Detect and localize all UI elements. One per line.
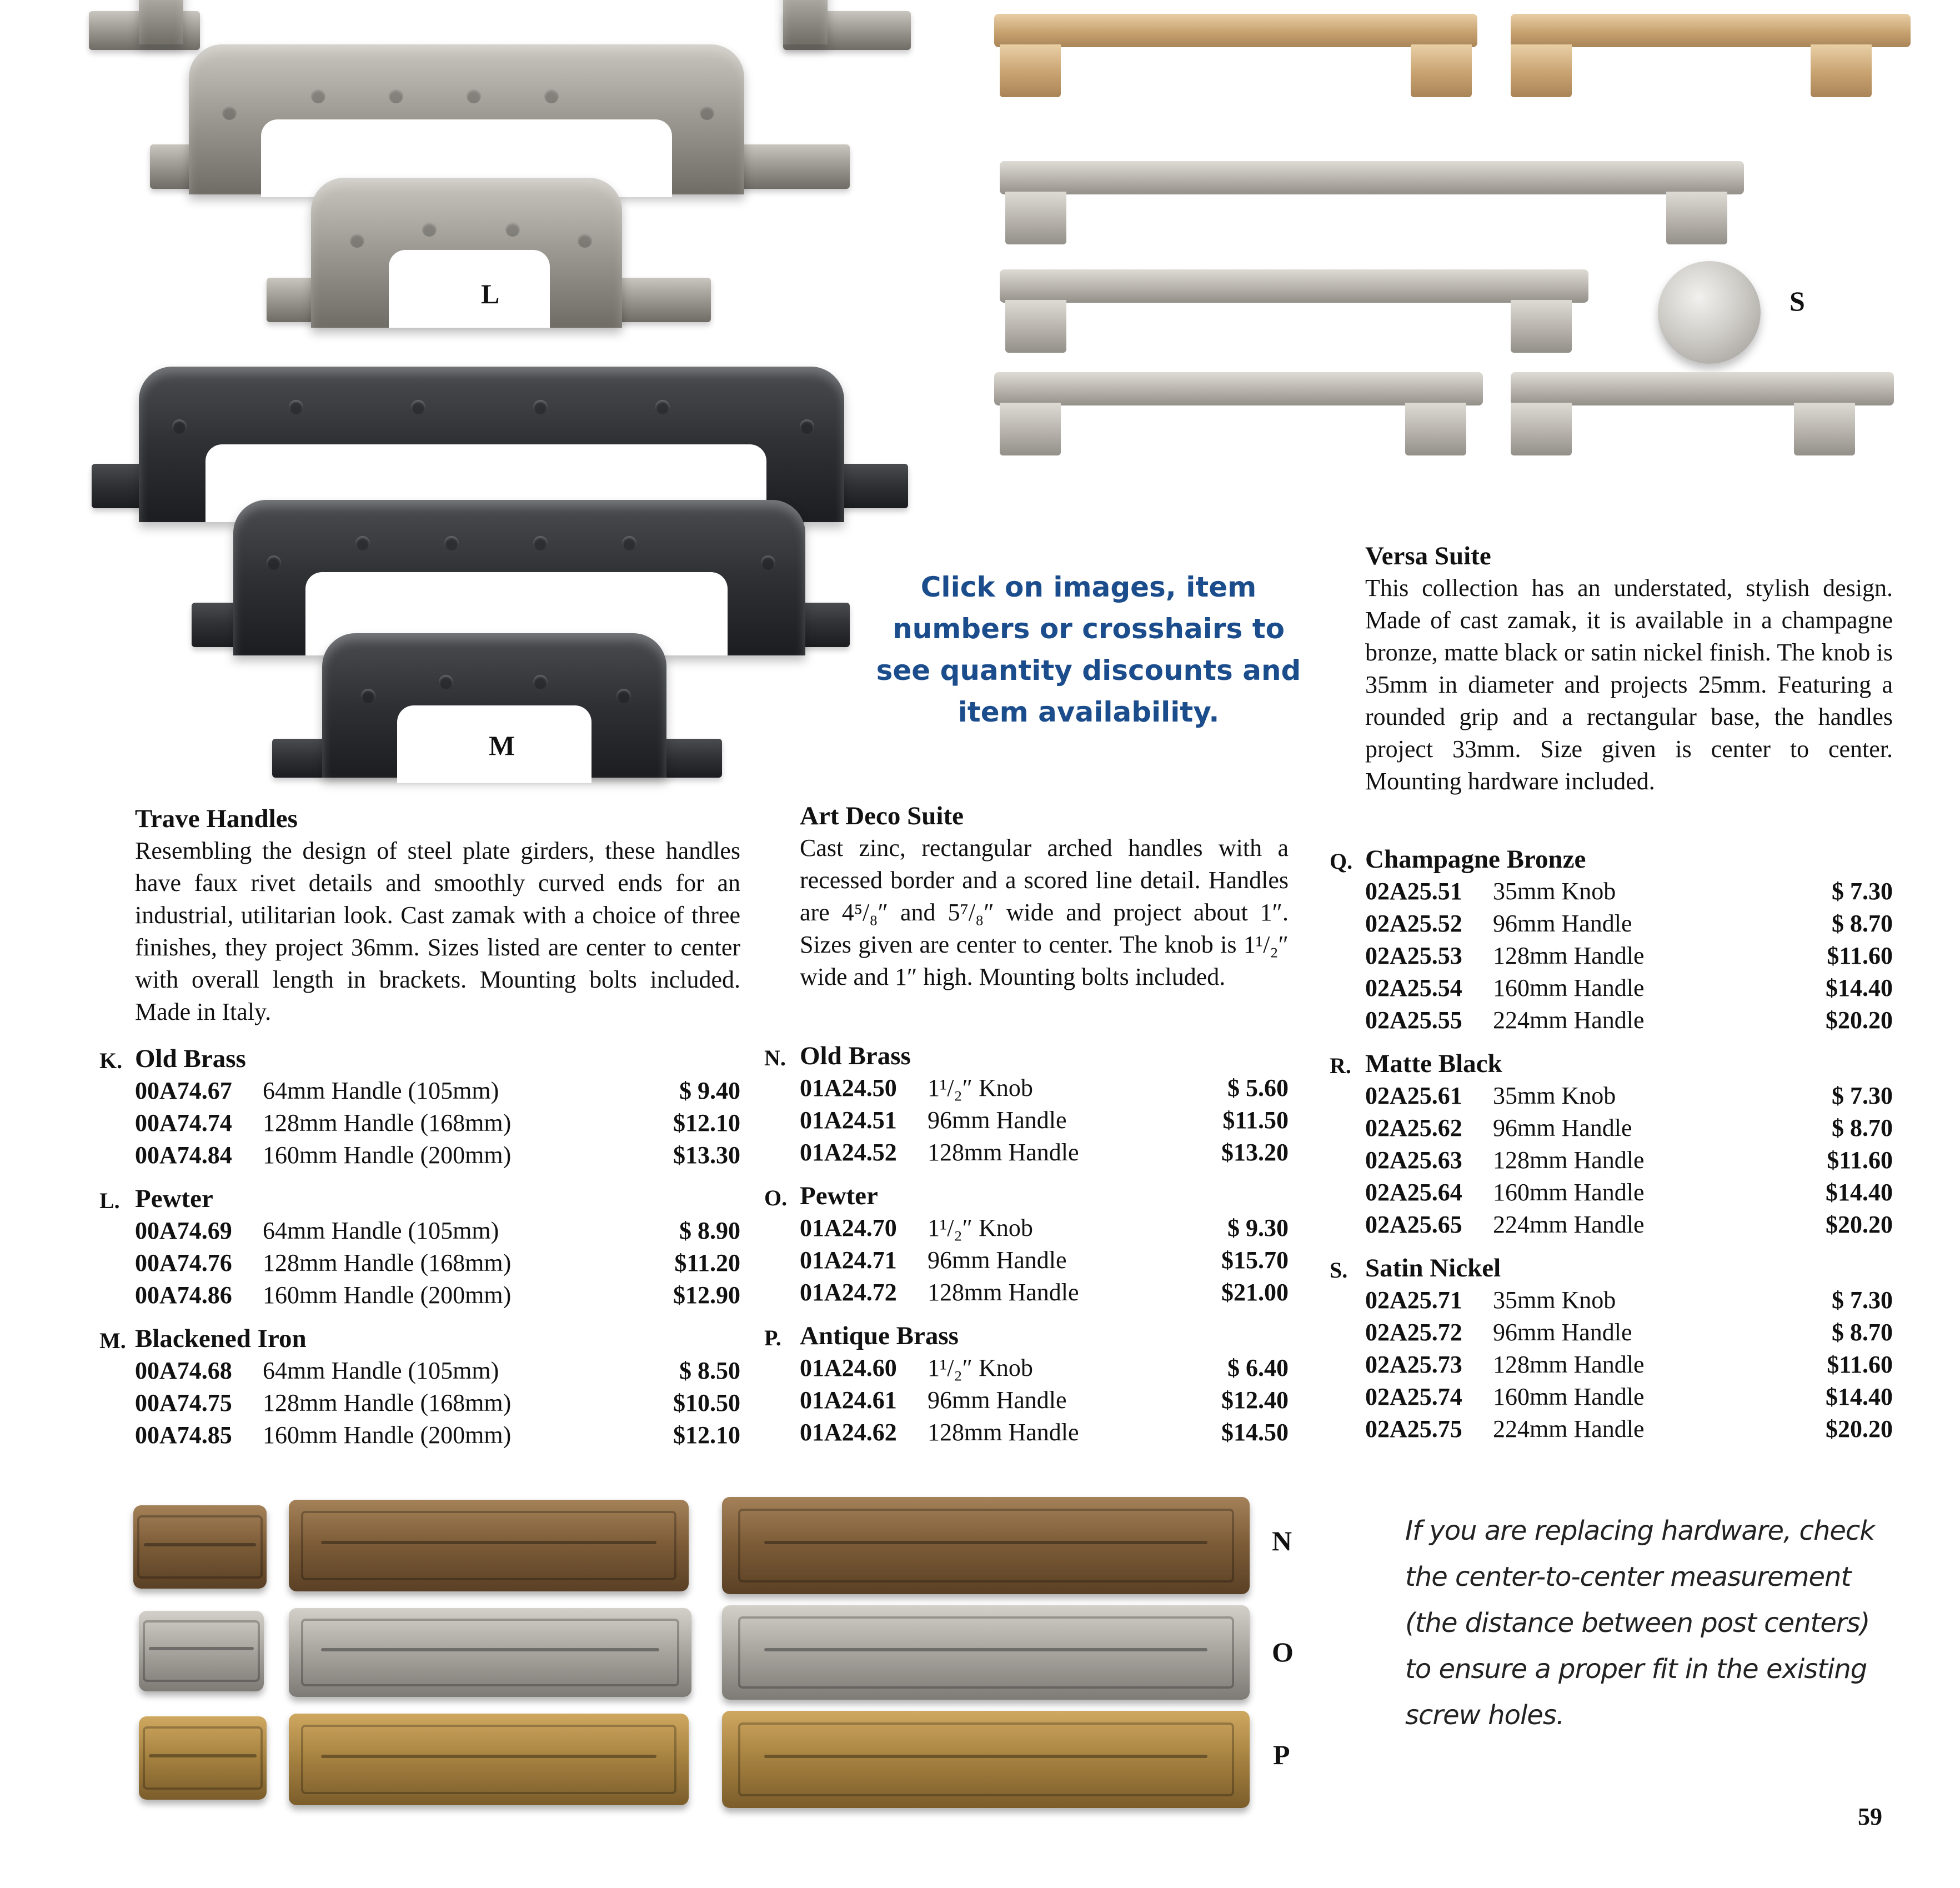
- table-row[interactable]: 00A74.68 64mm Handle (105mm) $ 8.50: [135, 1357, 740, 1384]
- table-row[interactable]: 01A24.62 128mm Handle $14.50: [800, 1419, 1289, 1446]
- artdeco-group-o: [764, 1180, 1289, 1309]
- table-row[interactable]: 01A24.60 1¹/₂″ Knob $ 6.40: [800, 1354, 1289, 1381]
- artdeco-group-n: [764, 1040, 1289, 1169]
- group-letter: L.: [99, 1188, 120, 1213]
- table-row[interactable]: 02A25.65 224mm Handle $20.20: [1365, 1211, 1893, 1238]
- photo-label-n: N: [1272, 1525, 1292, 1556]
- table-row[interactable]: 00A74.76 128mm Handle (168mm) $11.20: [135, 1249, 740, 1276]
- group-name: Pewter: [800, 1181, 878, 1210]
- group-name: Old Brass: [135, 1044, 246, 1073]
- artdeco-group-p: [764, 1320, 1289, 1449]
- photo-label-p: P: [1273, 1739, 1290, 1770]
- table-row[interactable]: 01A24.52 128mm Handle $13.20: [800, 1139, 1289, 1166]
- table-row[interactable]: 02A25.73 128mm Handle $11.60: [1365, 1351, 1893, 1378]
- versa-group-q: [1330, 843, 1893, 1036]
- table-row[interactable]: 02A25.62 96mm Handle $ 8.70: [1365, 1114, 1893, 1141]
- table-row[interactable]: 00A74.74 128mm Handle (168mm) $12.10: [135, 1109, 740, 1136]
- versa-title: Versa Suite: [1365, 542, 1491, 570]
- group-name: Blackened Iron: [135, 1324, 307, 1353]
- table-row[interactable]: 02A25.53 128mm Handle $11.60: [1365, 942, 1893, 969]
- group-letter: Q.: [1330, 849, 1353, 874]
- trave-pewter-photo[interactable]: [0, 0, 916, 355]
- table-row[interactable]: 01A24.50 1¹/₂″ Knob $ 5.60: [800, 1074, 1289, 1101]
- page-number: 59: [1858, 1803, 1882, 1830]
- trave-description-block: [135, 803, 740, 1028]
- group-letter: P.: [764, 1325, 781, 1350]
- trave-description: Resembling the design of steel plate girders, these handles have faux rivet details and smoothly curved ends for an industrial, utilitarian look. Cast zamak with a choice of three finishes, they project 36mm. Sizes listed are center to center with overall length in brackets. Mounting bolts included. Made in Italy.: [135, 837, 740, 1025]
- photo-label-o: O: [1272, 1636, 1294, 1667]
- group-letter: K.: [99, 1048, 123, 1073]
- group-name: Antique Brass: [800, 1321, 959, 1350]
- group-letter: S.: [1330, 1258, 1348, 1283]
- versa-photo[interactable]: [978, 0, 1960, 489]
- table-row[interactable]: 02A25.63 128mm Handle $11.60: [1365, 1146, 1893, 1174]
- group-name: Champagne Bronze: [1365, 845, 1586, 874]
- group-name: Satin Nickel: [1365, 1254, 1501, 1283]
- table-row[interactable]: 02A25.72 96mm Handle $ 8.70: [1365, 1319, 1893, 1346]
- table-row[interactable]: 02A25.55 224mm Handle $20.20: [1365, 1006, 1893, 1034]
- table-row[interactable]: 01A24.71 96mm Handle $15.70: [800, 1246, 1289, 1274]
- photo-label-l: L: [481, 278, 500, 309]
- artdeco-title: Art Deco Suite: [800, 802, 964, 830]
- table-row[interactable]: 02A25.64 160mm Handle $14.40: [1365, 1179, 1893, 1206]
- table-row[interactable]: 00A74.84 160mm Handle (200mm) $13.30: [135, 1141, 740, 1169]
- table-row[interactable]: 02A25.61 35mm Knob $ 7.30: [1365, 1082, 1893, 1109]
- trave-black-photo[interactable]: [0, 355, 916, 778]
- trave-title: Trave Handles: [135, 804, 298, 833]
- table-row[interactable]: 02A25.74 160mm Handle $14.40: [1365, 1383, 1893, 1410]
- group-letter: M.: [99, 1328, 126, 1353]
- table-row[interactable]: 00A74.75 128mm Handle (168mm) $10.50: [135, 1389, 740, 1416]
- quantity-discounts-notice: Click on images, item numbers or crosshairs to see quantity discounts and item availability.: [876, 571, 1301, 728]
- group-name: Matte Black: [1365, 1049, 1502, 1078]
- artdeco-photo[interactable]: [128, 1494, 1261, 1816]
- table-row[interactable]: 01A24.51 96mm Handle $11.50: [800, 1106, 1289, 1134]
- table-row[interactable]: 02A25.52 96mm Handle $ 8.70: [1365, 910, 1893, 937]
- group-name: Old Brass: [800, 1041, 911, 1070]
- artdeco-description-block: [800, 800, 1289, 993]
- group-letter: O.: [764, 1185, 788, 1210]
- table-row[interactable]: 02A25.51 35mm Knob $ 7.30: [1365, 878, 1893, 905]
- trave-group-k: [99, 1043, 740, 1171]
- artdeco-description: Cast zinc, rectangular arched handles with a recessed border and a scored line detail. Handles are 4⁵/₈″ and 5⁷/₈″ wide and project about 1″. Sizes given are center to center. The knob is 1¹/₂″ wide and 1″ high. Mounting bolts included.: [800, 834, 1289, 990]
- photo-label-m: M: [489, 730, 515, 761]
- table-row[interactable]: 01A24.70 1¹/₂″ Knob $ 9.30: [800, 1214, 1289, 1241]
- replacement-tip-note: If you are replacing hardware, check the center-to-center measurement (the distance between post centers) to ensure a proper fit in the existing screw holes.: [1405, 1515, 1875, 1731]
- photo-label-s: S: [1789, 286, 1805, 317]
- versa-description: This collection has an understated, stylish design. Made of cast zamak, it is available in a champagne bronze, matte black or satin nickel finish. The knob is 35mm in diameter and projects 25mm. Featuring a rounded grip and a rectangular base, the handles project 33mm. Size given is center to center. Mounting hardware included.: [1365, 574, 1893, 795]
- table-row[interactable]: 00A74.85 160mm Handle (200mm) $12.10: [135, 1421, 740, 1449]
- table-row[interactable]: 02A25.71 35mm Knob $ 7.30: [1365, 1286, 1893, 1314]
- trave-group-l: [99, 1183, 740, 1311]
- table-row[interactable]: 02A25.54 160mm Handle $14.40: [1365, 974, 1893, 1001]
- group-name: Pewter: [135, 1184, 213, 1213]
- group-letter: N.: [764, 1045, 786, 1070]
- table-row[interactable]: 00A74.69 64mm Handle (105mm) $ 8.90: [135, 1217, 740, 1244]
- table-row[interactable]: 00A74.67 64mm Handle (105mm) $ 9.40: [135, 1077, 740, 1104]
- versa-description-block: [1365, 540, 1893, 798]
- versa-group-r: [1330, 1048, 1893, 1241]
- table-row[interactable]: 01A24.72 128mm Handle $21.00: [800, 1279, 1289, 1306]
- table-row[interactable]: 02A25.75 224mm Handle $20.20: [1365, 1415, 1893, 1443]
- table-row[interactable]: 01A24.61 96mm Handle $12.40: [800, 1386, 1289, 1414]
- group-letter: R.: [1330, 1053, 1351, 1078]
- versa-group-s: [1330, 1252, 1893, 1445]
- trave-group-m: [99, 1323, 740, 1451]
- table-row[interactable]: 00A74.86 160mm Handle (200mm) $12.90: [135, 1281, 740, 1309]
